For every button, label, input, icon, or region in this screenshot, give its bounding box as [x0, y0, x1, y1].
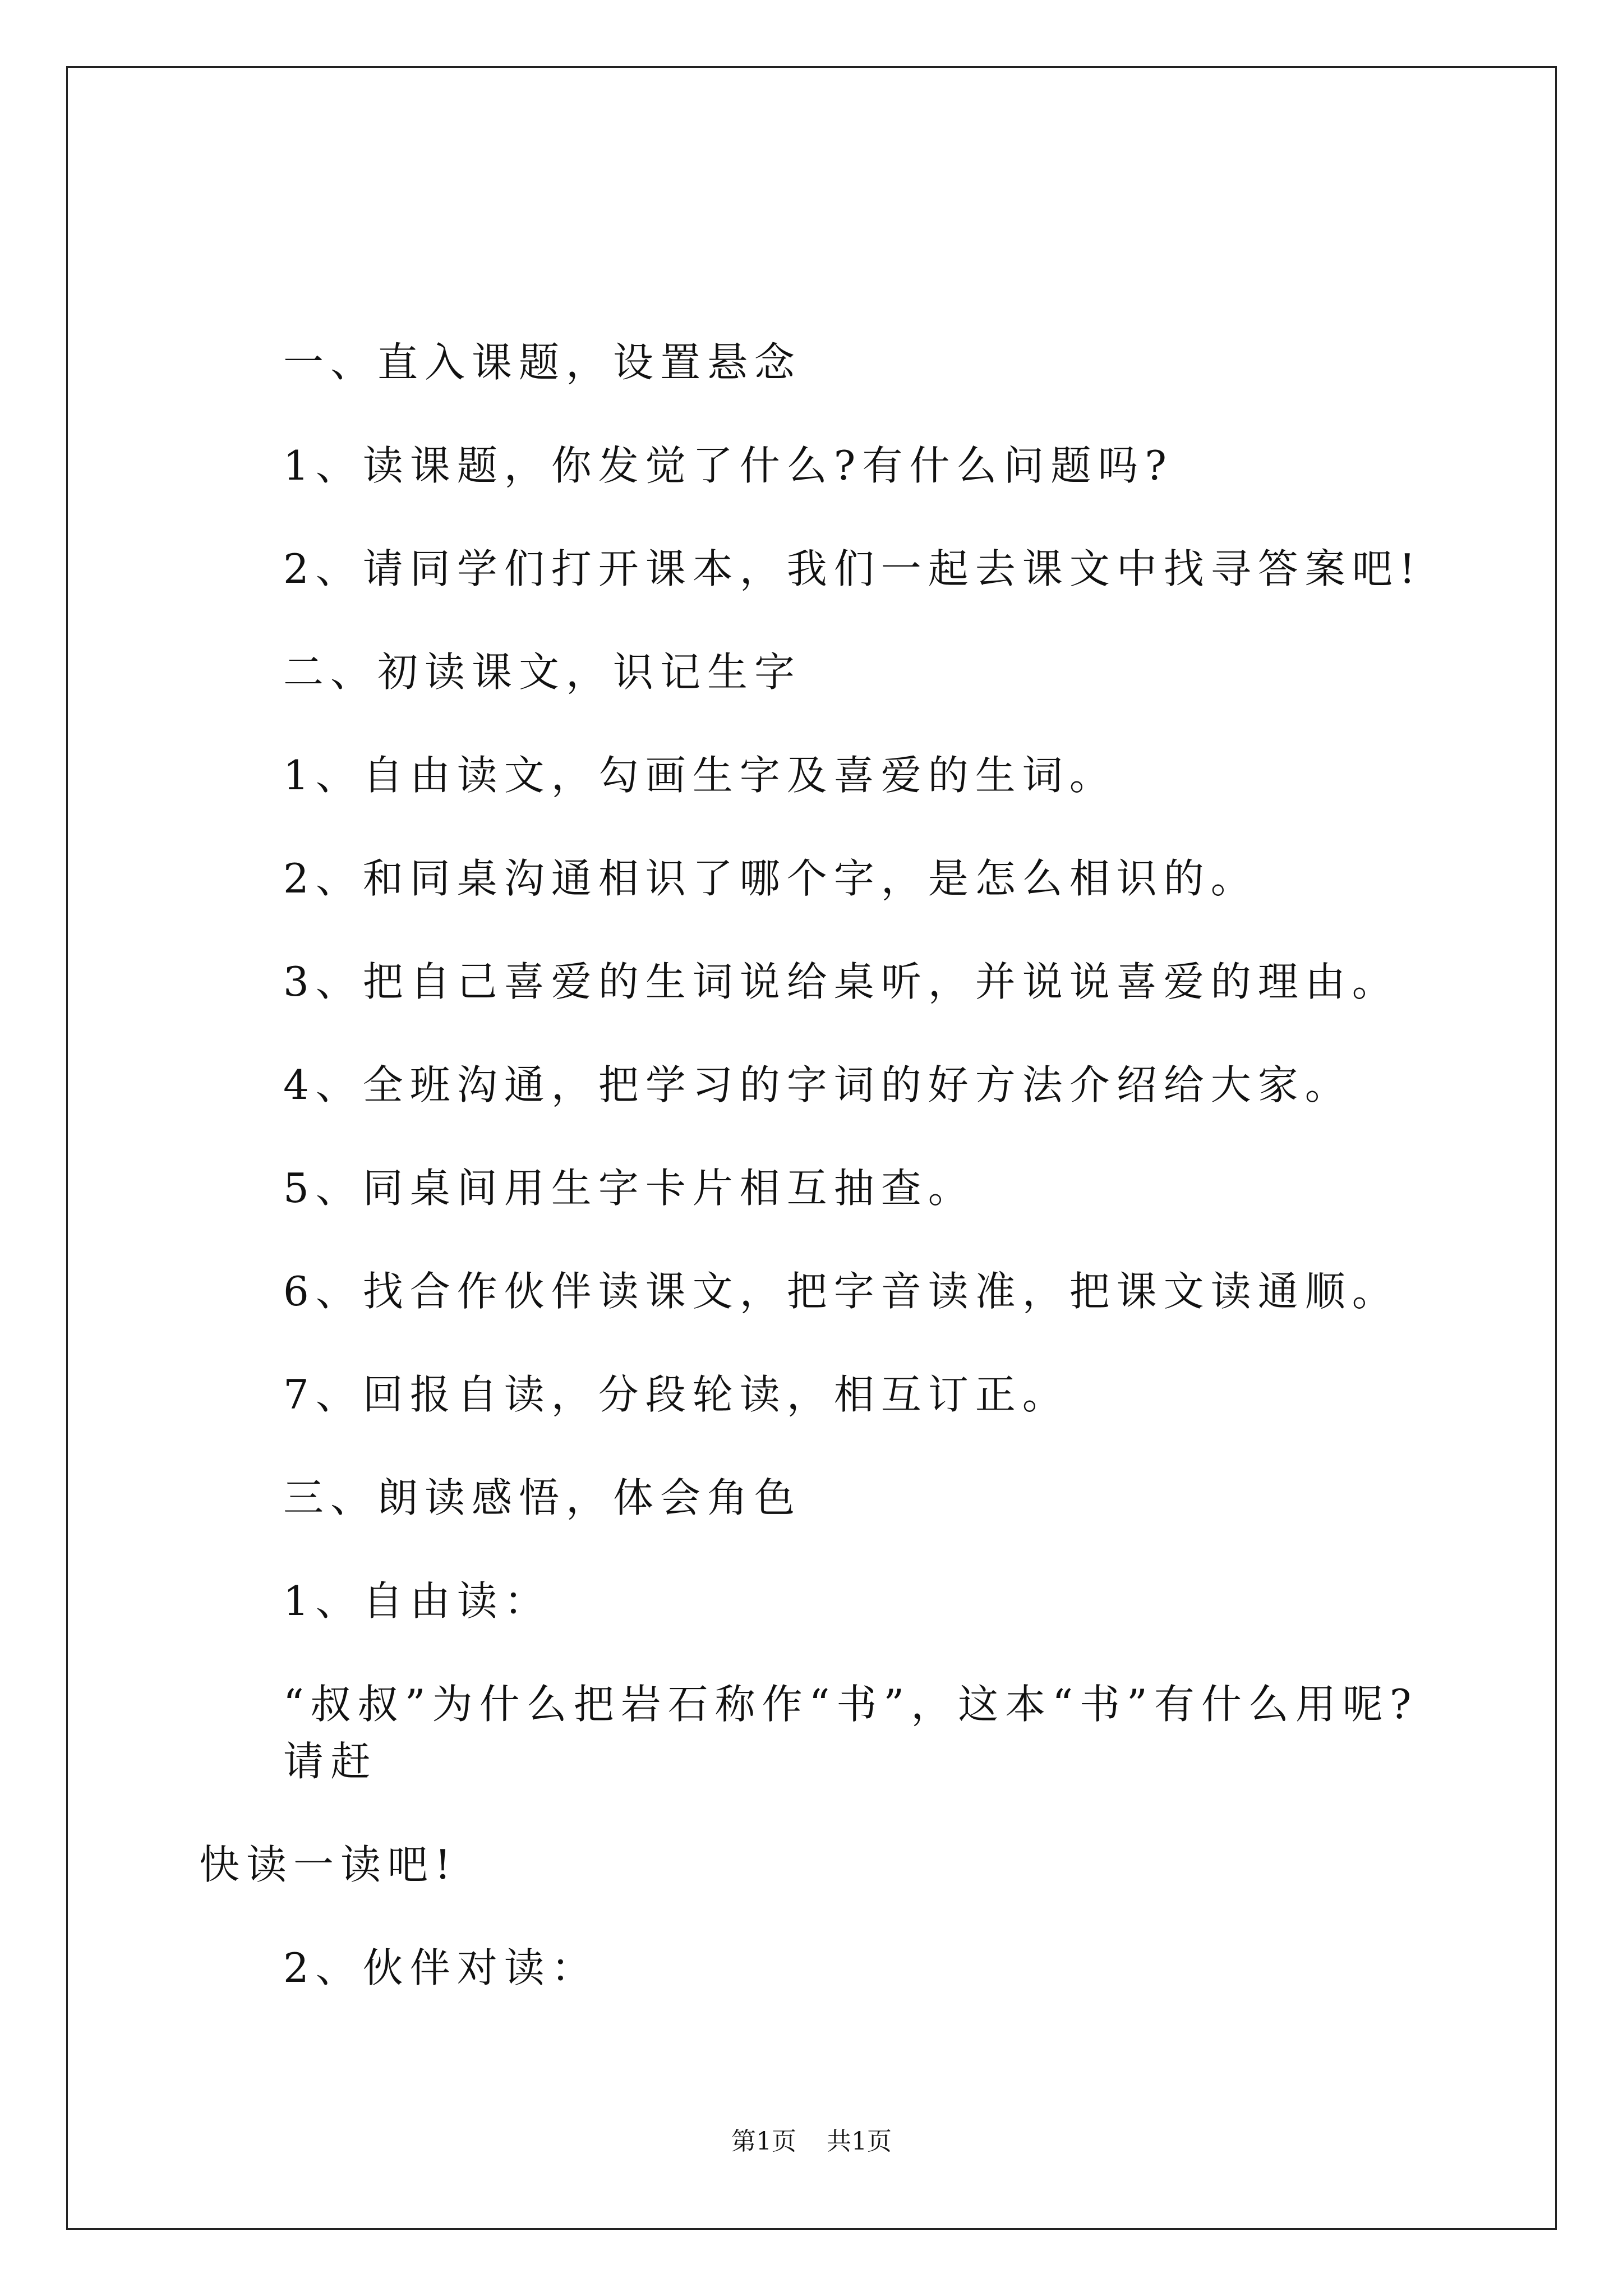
paragraph: 3、把自己喜爱的生词说给桌听，并说说喜爱的理由。 [283, 958, 1399, 1005]
paragraph: 2、请同学们打开课本，我们一起去课文中找寻答案吧! [283, 545, 1422, 592]
section-heading-3: 三、朗读感悟，体会角色 [283, 1474, 802, 1521]
paragraph: 1、读课题，你发觉了什么?有什么问题吗? [283, 442, 1174, 489]
paragraph: 5、同桌间用生字卡片相互抽查。 [283, 1165, 975, 1212]
paragraph: 7、回报自读，分段轮读，相互订正。 [283, 1371, 1069, 1418]
wrapped-paragraph-line-2: 快读一读吧! [199, 1841, 458, 1888]
paragraph: 1、自由读文，勾画生字及喜爱的生词。 [283, 752, 1117, 799]
section-heading-1: 一、直入课题，设置悬念 [283, 339, 802, 386]
paragraph: 2、伙伴对读： [283, 1944, 598, 1991]
page-total: 共1页 [827, 2127, 892, 2156]
wrapped-paragraph-line-1: “叔叔”为什么把岩石称作“书”，这本“书”有什么用呢?请赶 [283, 1681, 1418, 1785]
page-number: 第1页 [731, 2127, 796, 2156]
document-body [199, 334, 1422, 1996]
paragraph: 6、找合作伙伴读课文，把字音读准，把课文读通顺。 [283, 1268, 1399, 1315]
paragraph: 2、和同桌沟通相识了哪个字，是怎么相识的。 [283, 855, 1258, 902]
page-footer [0, 2125, 1623, 2159]
wrapped-paragraph [199, 1676, 1422, 1893]
section-heading-2: 二、初读课文，识记生字 [283, 648, 802, 696]
paragraph: 1、自由读： [283, 1577, 551, 1625]
paragraph: 4、全班沟通，把学习的字词的好方法介绍给大家。 [283, 1061, 1352, 1108]
